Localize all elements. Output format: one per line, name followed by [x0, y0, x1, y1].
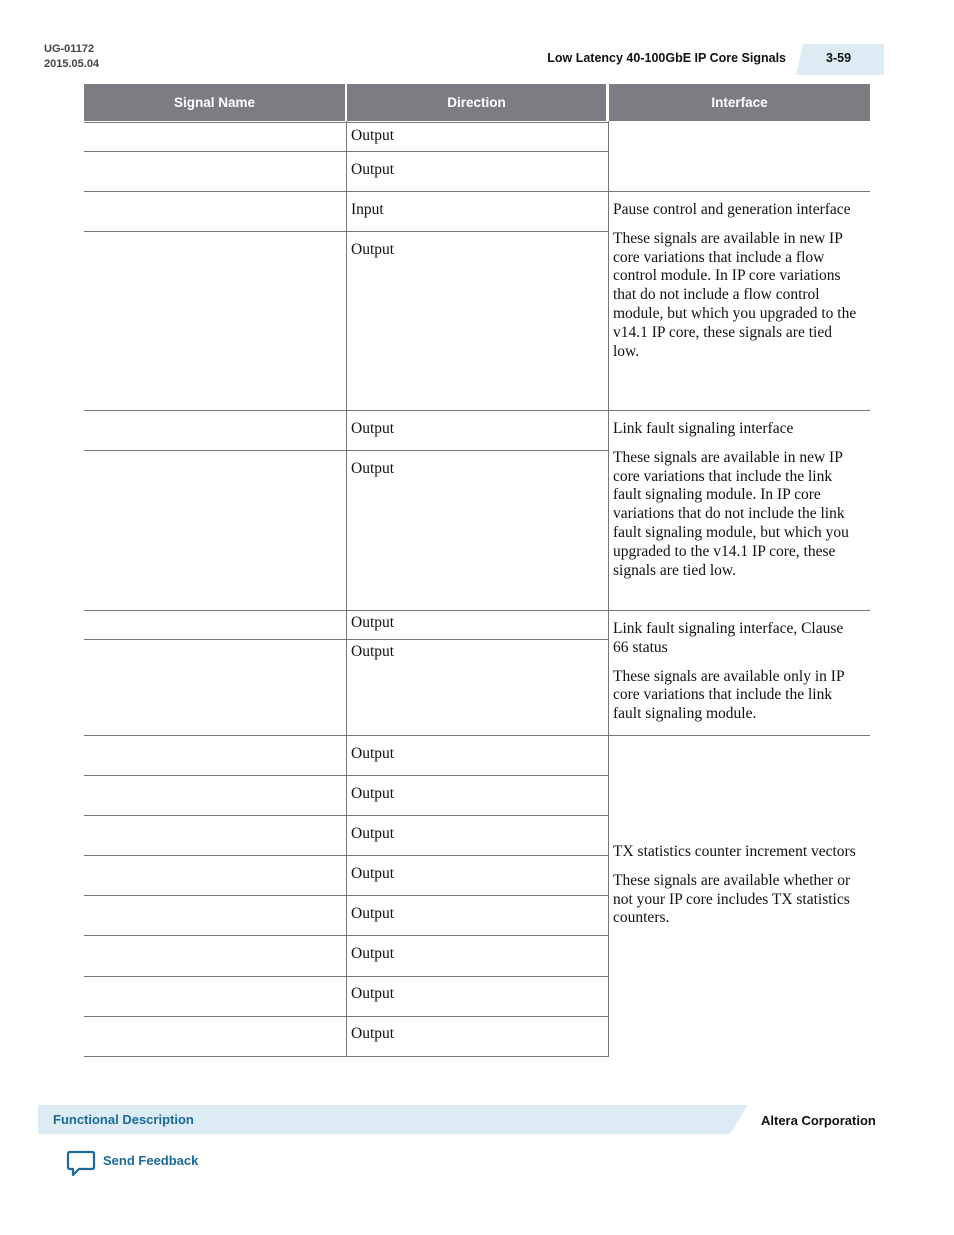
- signals-table: [84, 84, 870, 1057]
- direction-cell: Output: [351, 161, 395, 178]
- direction-cell: Output: [351, 241, 395, 258]
- direction-cell: Output: [351, 945, 395, 962]
- direction-cell: Output: [351, 460, 395, 477]
- row-divider: [84, 855, 609, 856]
- direction-cell: Output: [351, 643, 395, 660]
- row-divider: [84, 610, 870, 611]
- column-divider: [346, 121, 347, 1057]
- direction-cell: Output: [351, 785, 395, 802]
- direction-cell: Output: [351, 614, 395, 631]
- interface-title: Link fault signaling interface: [613, 420, 794, 437]
- direction-cell: Output: [351, 985, 395, 1002]
- footer-section-link[interactable]: Functional Description: [53, 1112, 194, 1127]
- doc-id-block: [44, 42, 99, 72]
- interface-cell-tx-statistics: [613, 843, 858, 938]
- direction-cell: Output: [351, 1025, 395, 1042]
- row-divider: [84, 1016, 609, 1017]
- column-header-interface: Interface: [609, 84, 870, 121]
- send-feedback-link[interactable]: Send Feedback: [103, 1153, 199, 1168]
- direction-cell: Output: [351, 127, 395, 144]
- row-divider: [84, 735, 870, 736]
- row-divider: [84, 775, 609, 776]
- direction-cell: Output: [351, 825, 395, 842]
- interface-title: Pause control and generation interface: [613, 201, 851, 218]
- row-divider: [84, 639, 609, 640]
- interface-note: These signals are available in new IP core variations that include the link fault signaling module. In IP core variations that do not include the link fault signaling module, but which you upgraded to the v14.1 IP core, these signals are tied low.: [613, 448, 849, 579]
- row-divider: [84, 410, 870, 411]
- interface-cell-link-fault: [613, 420, 858, 590]
- direction-cell: Input: [351, 201, 384, 218]
- row-divider: [84, 1056, 609, 1057]
- interface-cell-pause-control: [613, 201, 858, 371]
- row-divider: [84, 231, 609, 232]
- doc-date: 2015.05.04: [44, 58, 100, 70]
- column-header-direction: Direction: [347, 84, 606, 121]
- column-header-signal-name: Signal Name: [84, 84, 345, 121]
- interface-note: These signals are available in new IP core variations that include a flow control module. In IP core variations that do not include a flow control module, but which you upgraded to the v14.1 IP core, these signals are tied low.: [613, 229, 857, 360]
- row-divider: [84, 935, 609, 936]
- column-divider: [608, 121, 609, 1057]
- interface-note: These signals are available only in IP core variations that include the link fault signaling module.: [613, 667, 844, 723]
- page-number: 3-59: [826, 51, 852, 65]
- interface-cell-clause66-status: [613, 620, 858, 734]
- direction-cell: Output: [351, 745, 395, 762]
- direction-cell: Output: [351, 865, 395, 882]
- speech-bubble-icon[interactable]: [66, 1150, 96, 1178]
- interface-title: TX statistics counter increment vectors: [613, 843, 856, 860]
- row-divider: [84, 976, 609, 977]
- row-divider: [84, 122, 609, 123]
- row-divider: [84, 895, 609, 896]
- direction-cell: Output: [351, 905, 395, 922]
- interface-note: These signals are available whether or not your IP core includes TX statistics counters.: [613, 871, 851, 927]
- interface-title: Link fault signaling interface, Clause 66 status: [613, 620, 844, 656]
- doc-id: UG-01172: [44, 43, 95, 55]
- row-divider: [84, 191, 870, 192]
- row-divider: [84, 450, 609, 451]
- section-title: Low Latency 40-100GbE IP Core Signals: [547, 51, 786, 65]
- row-divider: [84, 815, 609, 816]
- row-divider: [84, 151, 609, 152]
- footer-company: Altera Corporation: [761, 1113, 876, 1128]
- direction-cell: Output: [351, 420, 395, 437]
